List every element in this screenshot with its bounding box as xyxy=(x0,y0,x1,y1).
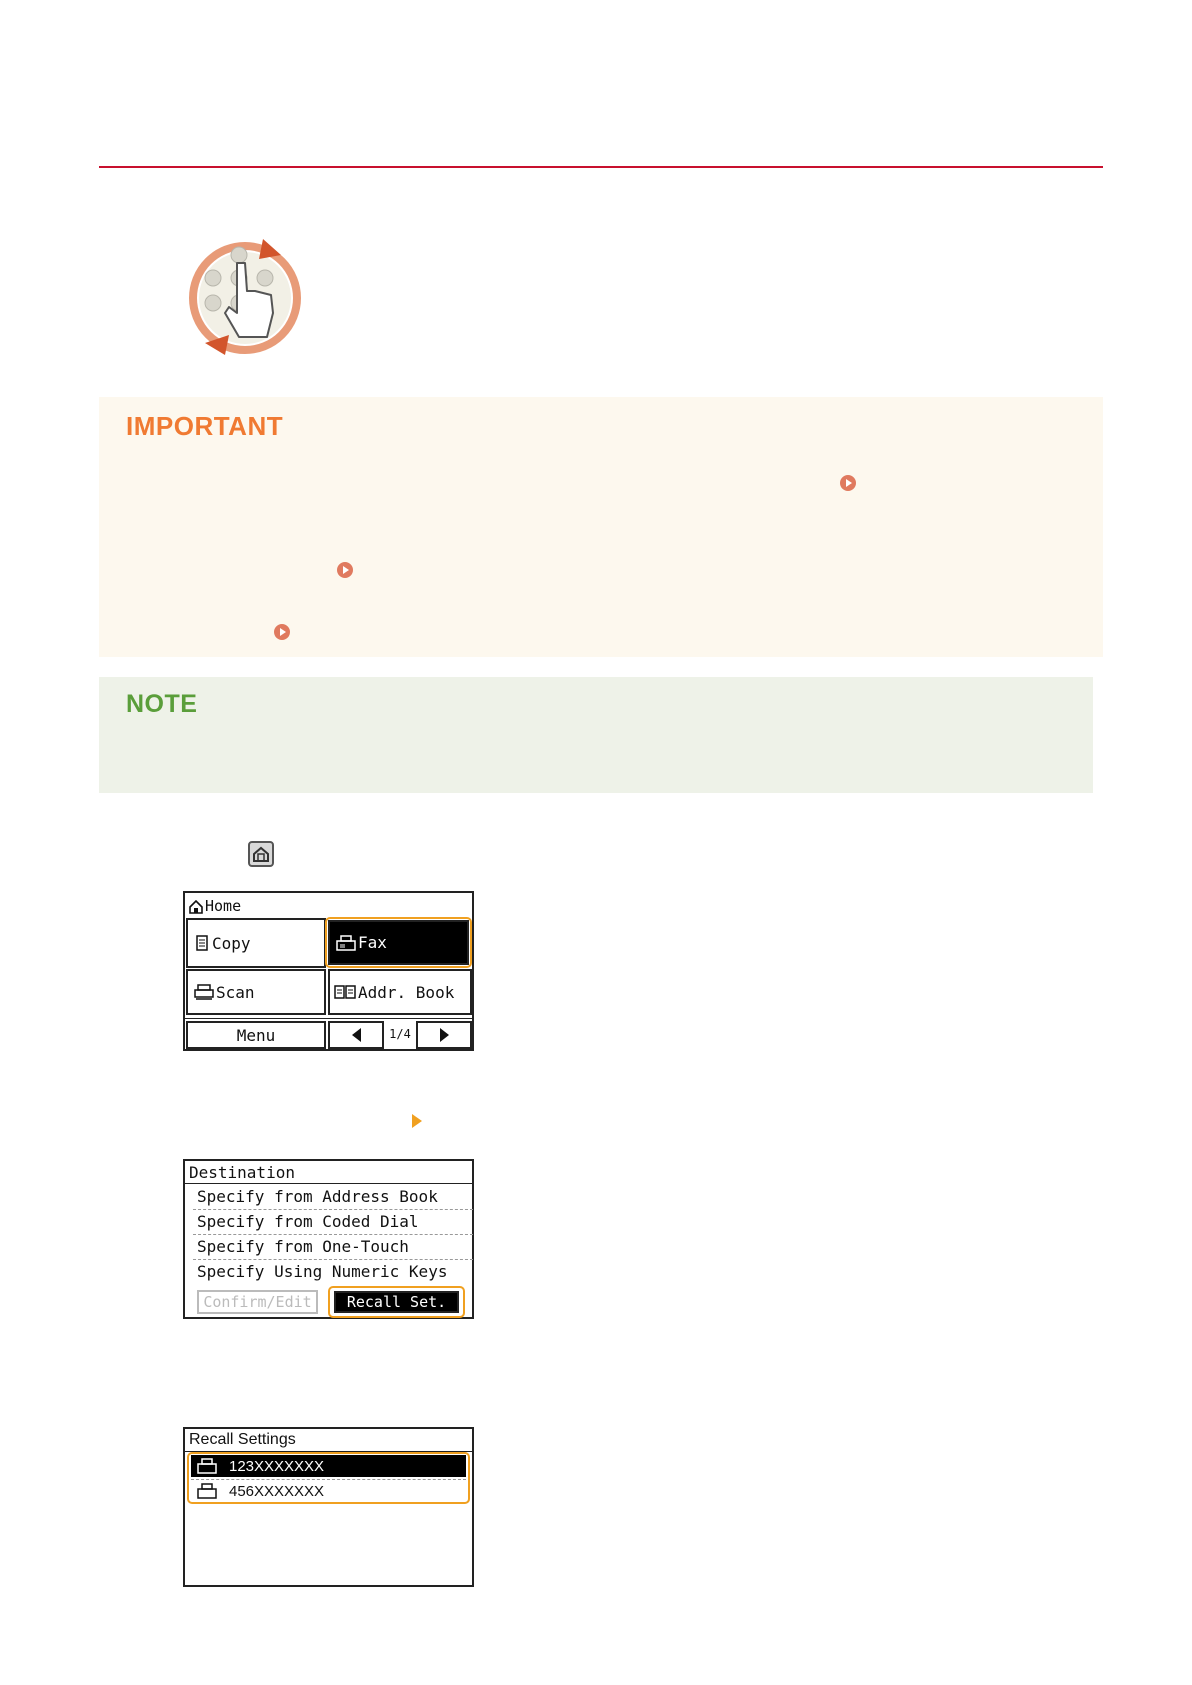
fax-button[interactable]: Fax xyxy=(328,920,469,965)
home-key-icon xyxy=(248,841,274,867)
note-box xyxy=(99,677,1093,793)
confirm-edit-button: Confirm/Edit xyxy=(197,1290,318,1314)
home-screen xyxy=(183,891,474,1051)
home-icon xyxy=(189,900,203,914)
screen-divider xyxy=(185,1183,472,1184)
addr-book-icon xyxy=(334,984,356,1000)
numeric-keypad-dial-icon xyxy=(183,233,313,363)
fax-highlight xyxy=(325,917,472,968)
triangle-right-icon xyxy=(440,1028,449,1042)
link-arrow-icon[interactable] xyxy=(337,562,353,578)
important-title: IMPORTANT xyxy=(126,411,284,441)
destination-screen xyxy=(183,1159,474,1319)
note-title: NOTE xyxy=(126,690,198,718)
page-indicator: 1/4 xyxy=(389,1027,411,1041)
screen-divider xyxy=(185,1018,472,1019)
triangle-right-icon xyxy=(412,1114,422,1128)
recall-entries-highlight xyxy=(187,1452,470,1504)
important-box xyxy=(99,397,1103,657)
recall-settings-title: Recall Settings xyxy=(189,1431,296,1448)
recall-set-highlight xyxy=(328,1286,465,1318)
list-item[interactable]: Specify from One-Touch xyxy=(193,1235,473,1260)
section-rule xyxy=(99,166,1103,168)
recall-settings-screen xyxy=(183,1427,474,1587)
triangle-left-icon xyxy=(352,1028,361,1042)
link-arrow-icon[interactable] xyxy=(274,624,290,640)
scan-button[interactable]: Scan xyxy=(186,969,326,1015)
list-item[interactable]: Specify from Coded Dial xyxy=(193,1210,473,1235)
copy-icon xyxy=(194,935,210,951)
recall-set-button[interactable]: Recall Set. xyxy=(334,1291,459,1313)
list-item[interactable]: Specify from Address Book xyxy=(193,1185,473,1210)
list-item[interactable]: Specify Using Numeric Keys xyxy=(197,1262,448,1281)
home-title-row xyxy=(189,897,241,915)
home-title: Home xyxy=(205,897,242,915)
copy-button[interactable]: Copy xyxy=(186,918,326,968)
recall-entry-selected[interactable]: 123XXXXXXX xyxy=(191,1455,466,1477)
scan-icon xyxy=(194,984,214,1000)
addr-book-button[interactable]: Addr. Book xyxy=(328,969,472,1015)
recall-entry[interactable]: 456XXXXXXX xyxy=(191,1479,466,1502)
prev-page-button[interactable] xyxy=(328,1021,384,1049)
link-arrow-icon[interactable] xyxy=(840,475,856,491)
destination-title: Destination xyxy=(189,1163,295,1182)
next-page-button[interactable] xyxy=(416,1021,472,1049)
menu-button[interactable]: Menu xyxy=(186,1021,326,1049)
